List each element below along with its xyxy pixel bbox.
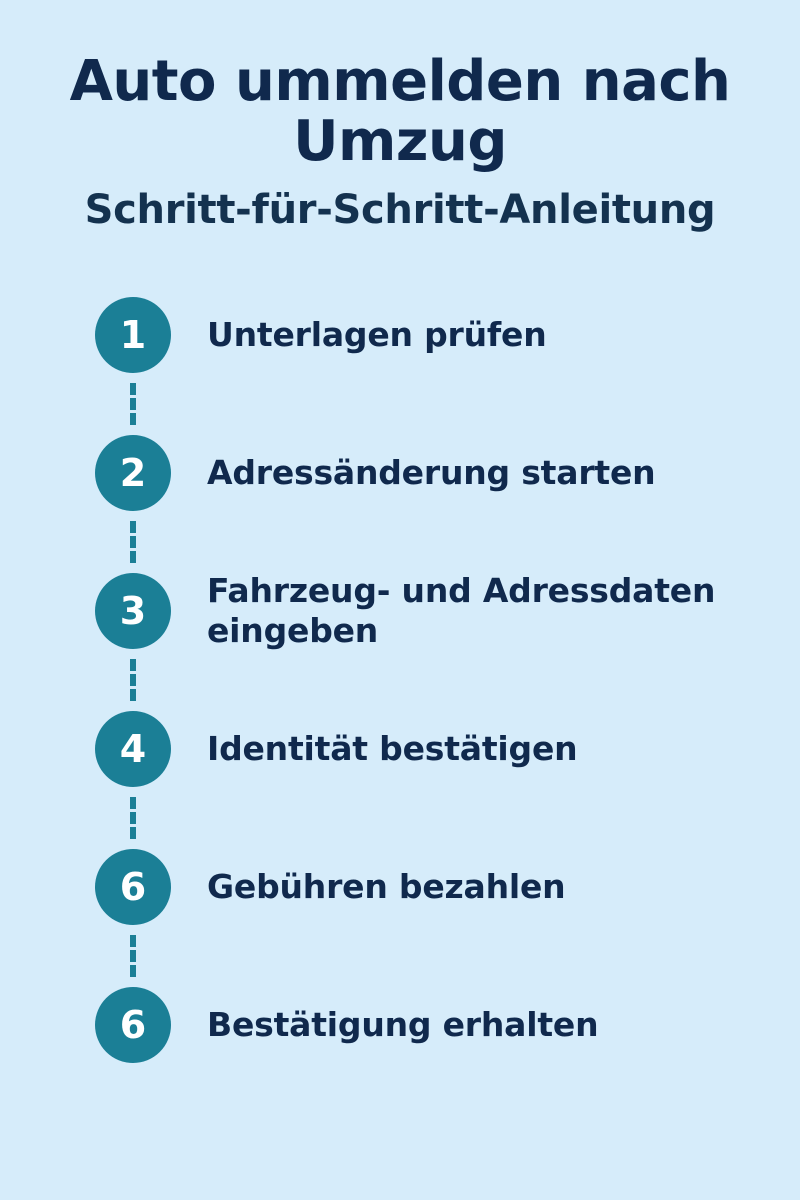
list-item bbox=[85, 287, 745, 383]
dashed-connector-icon bbox=[130, 659, 136, 701]
step-connector-row bbox=[85, 383, 745, 425]
list-item bbox=[85, 563, 745, 659]
page-subtitle: Schritt-für-Schritt-Anleitung bbox=[84, 186, 716, 233]
step-label: Gebühren bezahlen bbox=[207, 866, 566, 906]
list-item bbox=[85, 839, 745, 935]
list-item bbox=[85, 425, 745, 521]
step-badge-container bbox=[85, 435, 181, 511]
step-label: Identität bestätigen bbox=[207, 728, 578, 768]
step-connector-row bbox=[85, 935, 745, 977]
step-badge-container bbox=[85, 573, 181, 649]
step-label: Fahrzeug- und Adressdaten eingeben bbox=[207, 570, 716, 650]
step-badge-container bbox=[85, 297, 181, 373]
dashed-connector-icon bbox=[130, 521, 136, 563]
page-title: Auto ummelden nach Umzug bbox=[69, 49, 731, 175]
list-item bbox=[85, 977, 745, 1073]
step-list bbox=[85, 287, 745, 1073]
step-number-badge: 2 bbox=[95, 435, 171, 511]
step-badge-container bbox=[85, 987, 181, 1063]
dashed-connector-icon bbox=[130, 797, 136, 839]
step-label: Unterlagen prüfen bbox=[207, 314, 547, 354]
step-connector-row bbox=[85, 659, 745, 701]
step-badge-container bbox=[85, 849, 181, 925]
step-number-badge: 4 bbox=[95, 711, 171, 787]
step-number-badge: 1 bbox=[95, 297, 171, 373]
step-label: Bestätigung erhalten bbox=[207, 1004, 599, 1044]
dashed-connector-icon bbox=[130, 935, 136, 977]
step-number-badge: 6 bbox=[95, 987, 171, 1063]
step-connector-row bbox=[85, 521, 745, 563]
step-connector-row bbox=[85, 797, 745, 839]
step-number-badge: 6 bbox=[95, 849, 171, 925]
step-badge-container bbox=[85, 711, 181, 787]
dashed-connector-icon bbox=[130, 383, 136, 425]
list-item bbox=[85, 701, 745, 797]
step-label: Adressänderung starten bbox=[207, 452, 656, 492]
step-number-badge: 3 bbox=[95, 573, 171, 649]
